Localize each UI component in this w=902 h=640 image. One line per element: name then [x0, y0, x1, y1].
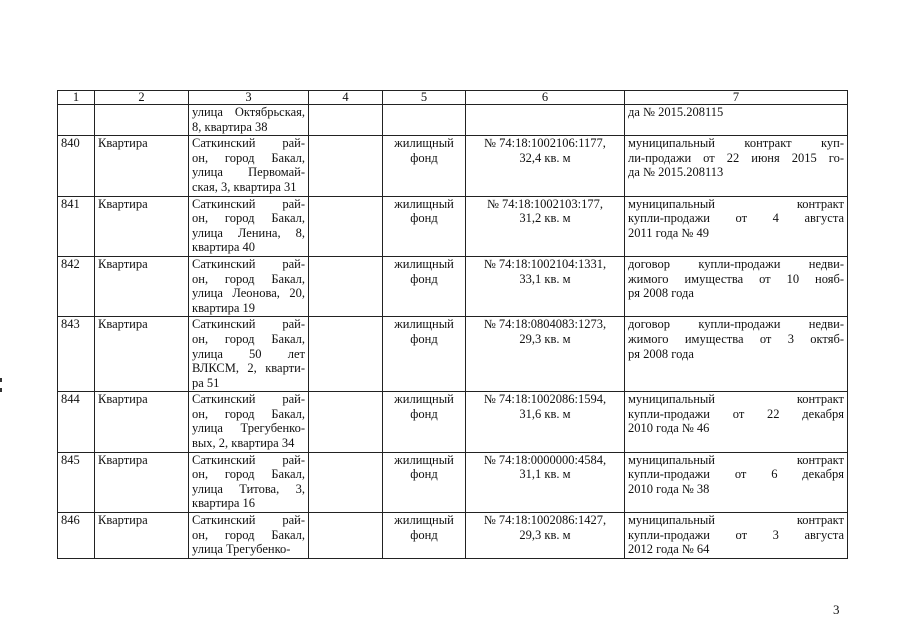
- acquisition-basis-line: ли-продажи от 22 июня 2015 го-: [628, 150, 844, 165]
- address-line: вых, 2, квартира 34: [192, 436, 295, 451]
- acquisition-basis-line: 2010 года № 38: [628, 481, 710, 496]
- address-cell: [189, 317, 309, 392]
- address-cell: [189, 256, 309, 316]
- cadastral-number-line: 31,2 кв. м: [519, 211, 571, 226]
- acquisition-basis-line: купли-продажи от 4 августа: [628, 211, 844, 226]
- row-number-cell: 842: [58, 256, 95, 316]
- address-line: квартира 16: [192, 496, 256, 511]
- column-4-cell: [309, 392, 383, 452]
- cadastral-number-line: № 74:18:1002104:1331,: [483, 256, 607, 271]
- acquisition-basis-line: жимого имущества от 10 нояб-: [628, 271, 844, 286]
- acquisition-basis-line: ря 2008 года: [628, 346, 694, 361]
- table-row: [58, 513, 848, 559]
- cadastral-number-cell: [466, 392, 625, 452]
- column-number-5: 5: [383, 91, 466, 105]
- object-type-cell: Квартира: [95, 513, 189, 559]
- fund-type-cell: [383, 392, 466, 452]
- row-number-cell: 841: [58, 196, 95, 256]
- page-number: 3: [833, 602, 840, 617]
- row-number-cell: 840: [58, 136, 95, 196]
- fund-type-line: фонд: [410, 271, 438, 286]
- row-number-cell: 844: [58, 392, 95, 452]
- row-number-cell: 845: [58, 452, 95, 512]
- fund-type-cell: [383, 452, 466, 512]
- fund-type-line: жилищный: [394, 513, 454, 528]
- acquisition-basis-line: купли-продажи от 3 августа: [628, 527, 844, 542]
- address-line: Саткинский рай-: [192, 256, 305, 271]
- column-4-cell: [309, 105, 383, 136]
- address-line: ВЛКСМ, 2, кварти-: [192, 361, 305, 376]
- fund-type-line: фонд: [410, 331, 438, 346]
- fund-type-line: жилищный: [394, 256, 454, 271]
- address-line: ская, 3, квартира 31: [192, 179, 297, 194]
- acquisition-basis-line: купли-продажи от 22 декабря: [628, 406, 844, 421]
- address-line: улица Ленина, 8,: [192, 225, 305, 240]
- column-number-3: 3: [189, 91, 309, 105]
- cadastral-number-line: № 74:18:1002103:177,: [486, 196, 604, 211]
- column-number-7: 7: [625, 91, 848, 105]
- cadastral-number-line: 31,1 кв. м: [519, 467, 571, 482]
- address-line: улица Трегубенко-: [192, 542, 291, 557]
- cadastral-number-line: 29,3 кв. м: [519, 527, 571, 542]
- column-number-2: 2: [95, 91, 189, 105]
- fund-type-cell: [383, 196, 466, 256]
- cadastral-number-cell: [466, 136, 625, 196]
- address-cell: [189, 513, 309, 559]
- fund-type-cell: [383, 256, 466, 316]
- fund-type-line: жилищный: [394, 452, 454, 467]
- row-number-cell: [58, 105, 95, 136]
- fund-type-line: фонд: [410, 211, 438, 226]
- address-line: он, город Бакал,: [192, 331, 305, 346]
- address-line: он, город Бакал,: [192, 406, 305, 421]
- column-4-cell: [309, 196, 383, 256]
- address-line: ра 51: [192, 375, 220, 390]
- address-line: 8, квартира 38: [192, 119, 268, 134]
- address-line: он, город Бакал,: [192, 211, 305, 226]
- fund-type-line: фонд: [410, 406, 438, 421]
- address-line: Саткинский рай-: [192, 513, 305, 528]
- scan-edge-mark: [0, 378, 2, 382]
- address-line: улица Титова, 3,: [192, 481, 305, 496]
- object-type-cell: Квартира: [95, 452, 189, 512]
- object-type-cell: Квартира: [95, 317, 189, 392]
- address-cell: [189, 452, 309, 512]
- acquisition-basis-line: да № 2015.208115: [628, 105, 724, 119]
- acquisition-basis-line: муниципальный контракт: [628, 513, 844, 528]
- object-type-cell: Квартира: [95, 256, 189, 316]
- row-number-cell: 846: [58, 513, 95, 559]
- acquisition-basis-line: да № 2015.208113: [628, 165, 724, 180]
- address-line: Саткинский рай-: [192, 392, 305, 407]
- cadastral-number-line: № 74:18:1002086:1427,: [483, 513, 607, 528]
- column-number-4: 4: [309, 91, 383, 105]
- acquisition-basis-cell: [625, 105, 848, 136]
- fund-type-line: фонд: [410, 150, 438, 165]
- acquisition-basis-cell: [625, 317, 848, 392]
- column-4-cell: [309, 513, 383, 559]
- address-line: улица Октябрьская,: [192, 105, 305, 119]
- acquisition-basis-line: 2012 года № 64: [628, 542, 710, 557]
- fund-type-cell: [383, 105, 466, 136]
- acquisition-basis-cell: [625, 136, 848, 196]
- address-line: Саткинский рай-: [192, 196, 305, 211]
- fund-type-cell: [383, 136, 466, 196]
- acquisition-basis-cell: [625, 513, 848, 559]
- acquisition-basis-line: ря 2008 года: [628, 286, 694, 301]
- fund-type-line: фонд: [410, 527, 438, 542]
- cadastral-number-cell: [466, 105, 625, 136]
- table-body: [58, 91, 848, 559]
- cadastral-number-line: 32,4 кв. м: [519, 150, 571, 165]
- address-line: Саткинский рай-: [192, 452, 305, 467]
- object-type-cell: Квартира: [95, 196, 189, 256]
- cadastral-number-cell: [466, 317, 625, 392]
- property-register-table: [57, 90, 848, 559]
- cadastral-number-line: 29,3 кв. м: [519, 331, 571, 346]
- object-type-cell: Квартира: [95, 136, 189, 196]
- acquisition-basis-line: договор купли-продажи недви-: [628, 317, 844, 332]
- cadastral-number-cell: [466, 196, 625, 256]
- fund-type-line: жилищный: [394, 317, 454, 332]
- row-number-cell: 843: [58, 317, 95, 392]
- table-row: [58, 105, 848, 136]
- address-line: квартира 40: [192, 240, 256, 255]
- address-line: он, город Бакал,: [192, 271, 305, 286]
- table-row: [58, 452, 848, 512]
- column-number-1: 1: [58, 91, 95, 105]
- table-row: [58, 392, 848, 452]
- object-type-cell: Квартира: [95, 392, 189, 452]
- address-cell: [189, 196, 309, 256]
- acquisition-basis-line: муниципальный контракт: [628, 452, 844, 467]
- address-line: он, город Бакал,: [192, 527, 305, 542]
- address-line: улица Леонова, 20,: [192, 286, 305, 301]
- table-row: [58, 196, 848, 256]
- fund-type-line: жилищный: [394, 392, 454, 407]
- column-4-cell: [309, 136, 383, 196]
- address-line: Саткинский рай-: [192, 317, 305, 332]
- cadastral-number-line: № 74:18:1002086:1594,: [483, 392, 607, 407]
- fund-type-line: жилищный: [394, 196, 454, 211]
- table-row: [58, 136, 848, 196]
- address-line: улица Первомай-: [192, 165, 305, 180]
- acquisition-basis-line: 2010 года № 46: [628, 421, 710, 436]
- acquisition-basis-line: договор купли-продажи недви-: [628, 256, 844, 271]
- address-line: квартира 19: [192, 300, 256, 315]
- address-line: улица Трегубенко-: [192, 421, 305, 436]
- address-cell: [189, 136, 309, 196]
- fund-type-cell: [383, 513, 466, 559]
- address-line: улица 50 лет: [192, 346, 305, 361]
- address-line: Саткинский рай-: [192, 136, 305, 151]
- acquisition-basis-line: жимого имущества от 3 октяб-: [628, 331, 844, 346]
- acquisition-basis-line: 2011 года № 49: [628, 225, 709, 240]
- table-row: [58, 317, 848, 392]
- acquisition-basis-line: муниципальный контракт куп-: [628, 136, 844, 151]
- cadastral-number-line: № 74:18:0000000:4584,: [483, 452, 607, 467]
- object-type-cell: [95, 105, 189, 136]
- cadastral-number-cell: [466, 513, 625, 559]
- scan-edge-mark: [0, 388, 2, 392]
- acquisition-basis-line: муниципальный контракт: [628, 392, 844, 407]
- fund-type-line: фонд: [410, 467, 438, 482]
- column-4-cell: [309, 317, 383, 392]
- acquisition-basis-cell: [625, 392, 848, 452]
- cadastral-number-line: 33,1 кв. м: [519, 271, 571, 286]
- fund-type-cell: [383, 317, 466, 392]
- header-row: [58, 91, 848, 105]
- table-row: [58, 256, 848, 316]
- acquisition-basis-cell: [625, 256, 848, 316]
- column-4-cell: [309, 256, 383, 316]
- cadastral-number-cell: [466, 452, 625, 512]
- acquisition-basis-line: купли-продажи от 6 декабря: [628, 467, 844, 482]
- column-4-cell: [309, 452, 383, 512]
- fund-type-line: жилищный: [394, 136, 454, 151]
- address-cell: [189, 105, 309, 136]
- acquisition-basis-cell: [625, 452, 848, 512]
- acquisition-basis-line: муниципальный контракт: [628, 196, 844, 211]
- cadastral-number-cell: [466, 256, 625, 316]
- cadastral-number-line: 31,6 кв. м: [519, 406, 571, 421]
- address-line: он, город Бакал,: [192, 467, 305, 482]
- cadastral-number-line: № 74:18:1002106:1177,: [484, 136, 606, 151]
- column-number-6: 6: [466, 91, 625, 105]
- acquisition-basis-cell: [625, 196, 848, 256]
- address-line: он, город Бакал,: [192, 150, 305, 165]
- cadastral-number-line: № 74:18:0804083:1273,: [483, 317, 607, 332]
- address-cell: [189, 392, 309, 452]
